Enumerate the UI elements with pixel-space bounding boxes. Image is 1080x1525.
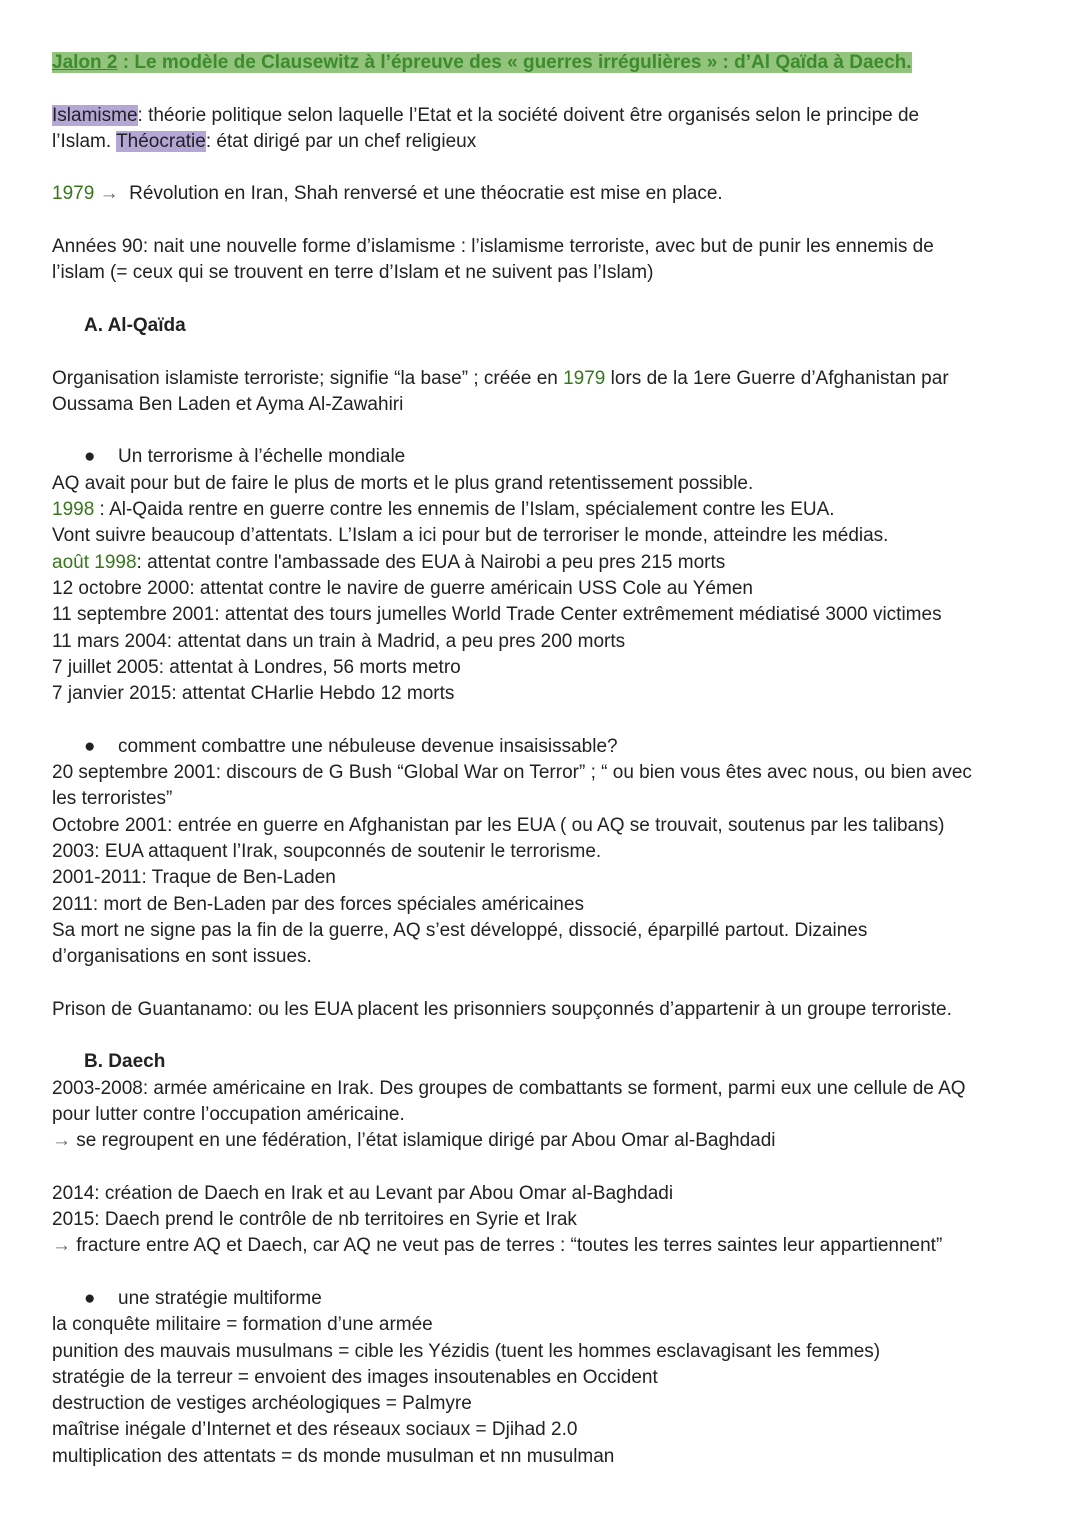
text: Organisation islamiste terroriste; signifie “la base” ; créée en [52, 367, 564, 389]
text: fracture entre AQ et Daech, car AQ ne veut pas de terres : “toutes les terres saintes leur appartiennent” [71, 1235, 943, 1257]
text-line: 2014: création de Daech en Irak et au Levant par Abou Omar al-Baghdadi [52, 1182, 674, 1204]
intro-1979 [52, 181, 1032, 207]
title-jalon: Jalon 2 [52, 52, 118, 73]
term-islamisme: Islamisme [52, 104, 138, 126]
text-line: pour lutter contre l’occupation américaine. [52, 1103, 405, 1125]
text: se regroupent en une fédération, l’état islamique dirigé par Abou Omar al-Baghdadi [71, 1130, 776, 1152]
text-line: 20 septembre 2001: discours de G Bush “Global War on Terror” ; “ ou bien vous êtes avec nous, ou bien avec [52, 762, 972, 784]
aq-definition [52, 366, 1032, 392]
title-text: : Le modèle de Clausewitz à l’épreuve des « guerres irrégulières » : d’Al Qaïda à Daech. [117, 52, 912, 73]
intro-annees90-line: l’islam (= ceux qui se trouvent en terre d’Islam et ne suivent pas l’Islam) [52, 262, 654, 284]
section-heading-daech: B. Daech [84, 1051, 166, 1073]
date-1979: 1979 [52, 183, 95, 205]
text: : attentat contre l'ambassade des EUA à Nairobi a peu pres 215 morts [136, 551, 726, 573]
arrow-icon: → [52, 1130, 71, 1152]
text-line: AQ avait pour but de faire le plus de morts et le plus grand retentissement possible. [52, 472, 754, 494]
text-line: 11 septembre 2001: attentat des tours jumelles World Trade Center extrêmement médiatisé 3000 victimes [52, 604, 942, 626]
text-line: d’organisations en sont issues. [52, 946, 312, 968]
text-line: 11 mars 2004: attentat dans un train à Madrid, a peu pres 200 morts [52, 630, 626, 652]
text-line: 2001-2011: Traque de Ben-Laden [52, 867, 336, 889]
date-1979: 1979 [563, 367, 606, 389]
bullet-item [52, 444, 1032, 470]
strategy-line: multiplication des attentats = ds monde musulman et nn musulman [52, 1445, 615, 1467]
strategy-line: maîtrise inégale d’Internet et des réseaux sociaux = Djihad 2.0 [52, 1419, 578, 1441]
definition-theocratie [52, 129, 1032, 155]
text-line [52, 497, 1032, 523]
definition-text: l’Islam. [52, 130, 117, 152]
arrow-icon: → [52, 1235, 71, 1257]
definition-text: : état dirigé par un chef religieux [205, 130, 477, 152]
text-line: 7 janvier 2015: attentat CHarlie Hebdo 12 morts [52, 683, 455, 705]
term-theocratie: Théocratie [116, 130, 206, 152]
date-1998: 1998 [52, 499, 95, 521]
text: lors de la 1ere Guerre d’Afghanistan par [605, 367, 949, 389]
text: : Al-Qaida rentre en guerre contre les ennemis de l’Islam, spécialement contre les EUA. [94, 499, 835, 521]
aq-definition: Oussama Ben Laden et Ayma Al-Zawahiri [52, 393, 404, 415]
bullet-text: comment combattre une nébuleuse devenue insaisissable? [118, 735, 618, 757]
text-line: Prison de Guantanamo: ou les EUA placent les prisonniers soupçonnés d’appartenir à un groupe terroriste. [52, 998, 952, 1020]
strategy-line: destruction de vestiges archéologiques = Palmyre [52, 1393, 472, 1415]
bullet-item [52, 734, 1032, 760]
document-title [52, 50, 1032, 76]
strategy-line: stratégie de la terreur = envoient des images insoutenables en Occident [52, 1366, 658, 1388]
intro-text: Révolution en Iran, Shah renversé et une théocratie est mise en place. [129, 183, 723, 205]
bullet-text: une stratégie multiforme [118, 1287, 322, 1309]
text-line: les terroristes” [52, 788, 173, 810]
strategy-line: punition des mauvais musulmans = cible les Yézidis (tuent les hommes esclavagisant les femmes) [52, 1340, 881, 1362]
text-line [52, 1128, 1032, 1154]
document-page [52, 50, 1032, 1470]
text-line: 2003-2008: armée américaine en Irak. Des groupes de combattants se forment, parmi eux une cellule de AQ [52, 1077, 966, 1099]
bullet-text: Un terrorisme à l’échelle mondiale [118, 446, 406, 468]
bullet-icon: ● [84, 735, 96, 757]
bullet-item [52, 1286, 1032, 1312]
text-line: 7 juillet 2005: attentat à Londres, 56 morts metro [52, 656, 461, 678]
section-heading-al-qaida: A. Al-Qaïda [84, 314, 186, 336]
text-line: 2011: mort de Ben-Laden par des forces spéciales américaines [52, 893, 584, 915]
text-line: 2015: Daech prend le contrôle de nb territoires en Syrie et Irak [52, 1209, 577, 1231]
text-line [52, 550, 1032, 576]
date-aout-1998: août 1998 [52, 551, 137, 573]
text-line: Sa mort ne signe pas la fin de la guerre, AQ s’est développé, dissocié, éparpillé partout. Dizaines [52, 919, 868, 941]
intro-annees90-line: Années 90: nait une nouvelle forme d’islamisme : l’islamisme terroriste, avec but de punir les ennemis de [52, 236, 934, 258]
text-line: Octobre 2001: entrée en guerre en Afghanistan par les EUA ( ou AQ se trouvait, soutenus par les talibans) [52, 814, 945, 836]
bullet-icon: ● [84, 446, 96, 468]
text-line [52, 1233, 1032, 1259]
text-line: 12 octobre 2000: attentat contre le navire de guerre américain USS Cole au Yémen [52, 577, 753, 599]
strategy-line: la conquête militaire = formation d’une armée [52, 1314, 433, 1336]
text-line: Vont suivre beaucoup d’attentats. L’Islam a ici pour but de terroriser le monde, atteindre les médias. [52, 525, 889, 547]
bullet-icon: ● [84, 1287, 96, 1309]
text-line: 2003: EUA attaquent l’Irak, soupconnés de soutenir le terrorisme. [52, 840, 602, 862]
definition-islamisme [52, 103, 1032, 129]
arrow-icon: → [99, 183, 119, 205]
definition-text: : théorie politique selon laquelle l’Etat et la société doivent être organisés selon le principe de [137, 104, 920, 126]
